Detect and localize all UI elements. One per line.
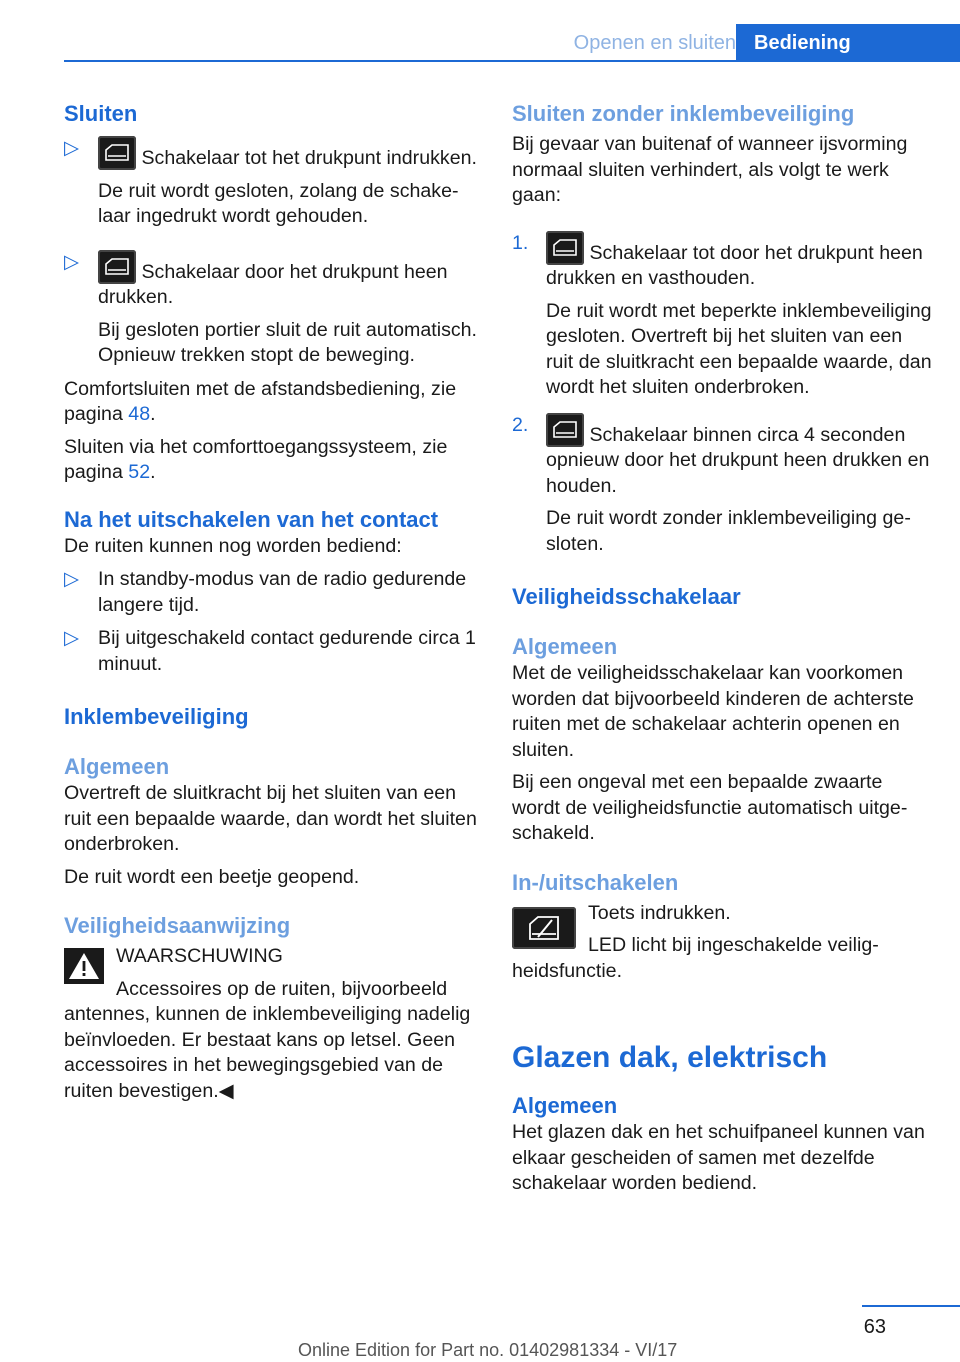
subheading-algemeen: Algemeen	[64, 754, 170, 779]
paragraph: Het glazen dak en het schuifpaneel kunnen van elkaar gescheiden of samen met dezelfde schakelaar worden bediend.	[512, 1121, 925, 1194]
heading-glazen-dak: Glazen dak, elektrisch	[512, 1041, 828, 1074]
item-text: Schakelaar door het drukpunt heen drukken.	[98, 260, 448, 308]
heading-veiligheidsschakelaar: Veiligheidsschakelaar	[512, 584, 741, 609]
list-item	[512, 413, 932, 558]
subheading-veiligheidsaanwijzing: Veiligheidsaanwijzing	[64, 913, 291, 938]
item-text: In standby-modus van de radio gedurende langere tijd.	[98, 568, 467, 616]
heading-sluiten: Sluiten	[64, 101, 138, 126]
list-item	[64, 250, 480, 369]
subheading-algemeen: Algemeen	[512, 1093, 618, 1118]
page-link-52[interactable]: 52	[128, 461, 151, 483]
item-subtext: De ruit wordt gesloten, zolang de schakelaar ingedrukt wordt gehouden.	[98, 179, 459, 227]
left-column	[64, 100, 480, 1104]
paragraph: Sluiten via het comforttoegangssysteem, zie pagina 52.	[64, 435, 448, 483]
paragraph: Met de veiligheidsschakelaar kan voorkomen worden dat bijvoorbeeld kinderen de achterste ruiten met de schakelaar achterin openen en sluiten.	[512, 662, 914, 761]
warning-title: WAARSCHUWING	[116, 945, 283, 967]
window-switch-icon	[546, 231, 584, 265]
list-item	[512, 231, 932, 401]
paragraph-text: Comfortsluiten met de afstandsbediening, zie pagina	[64, 377, 457, 425]
paragraph: De ruiten kunnen nog worden bediend:	[64, 534, 402, 557]
item-subtext: De ruit wordt zonder inklembeveiliging gesloten.	[546, 507, 911, 555]
item-subtext: De ruit wordt met beperkte inklembeveiliging gesloten. Overtreft bij het sluiten van een ruit de sluitkracht een bepaalde waarde, dan wordt het sluiten onderbroken.	[546, 299, 932, 398]
footer-rule	[862, 1305, 960, 1307]
step-number: 2.	[512, 413, 529, 436]
header-section-title: Openen en sluiten	[573, 32, 736, 54]
item-text: Bij uitgeschakeld contact gedurende circa 1 minuut.	[98, 627, 476, 675]
subheading-algemeen: Algemeen	[512, 634, 618, 659]
page-number: 63	[863, 1316, 886, 1338]
footer-edition: Online Edition for Part no. 01402981334 - VI/17	[298, 1340, 678, 1360]
paragraph: Bij een ongeval met een bepaalde zwaarte wordt de veiligheidsfunctie automatisch uitgeschakeld.	[512, 771, 908, 844]
paragraph: Comfortsluiten met de afstandsbediening, zie pagina 48.	[64, 377, 457, 425]
window-switch-icon	[98, 136, 136, 170]
window-switch-icon	[98, 250, 136, 284]
warning-block	[64, 944, 480, 1104]
page-link-48[interactable]: 48	[128, 403, 151, 425]
paragraph: Overtreft de sluitkracht bij het sluiten van een ruit een bepaalde waarde, dan wordt het sluiten onderbroken.	[64, 782, 477, 855]
header-rule	[64, 60, 960, 62]
list-item	[64, 567, 480, 618]
heading-inklembeveiliging: Inklembeveiliging	[64, 704, 249, 729]
heading-sluiten-zonder: Sluiten zonder inklembeveiliging	[512, 101, 855, 126]
bullet-icon: ▷	[64, 137, 80, 159]
step-number: 1.	[512, 231, 529, 254]
item-subtext: Bij gesloten portier sluit de ruit automatisch. Opnieuw trekken stopt de beweging.	[98, 318, 477, 366]
list-item	[64, 626, 480, 677]
in-uitschakelen-block	[512, 901, 932, 985]
subheading-in-uitschakelen: In-/uitschakelen	[512, 869, 679, 895]
child-lock-switch-icon	[512, 907, 576, 949]
paragraph: Toets indrukken.	[588, 901, 731, 924]
heading-na-contact: Na het uitschakelen van het contact	[64, 506, 439, 532]
item-text: Schakelaar tot het drukpunt indrukken.	[141, 147, 477, 169]
warning-text: Accessoires op de ruiten, bijvoorbeeld antennes, kunnen de inklembeveiliging nadelig beïnvloeden. Er bestaat kans op letsel. Geen accessoires in het bewegingsgebied van de ruiten bevestigen.◀	[64, 977, 471, 1102]
paragraph: De ruit wordt een beetje geopend.	[64, 865, 360, 888]
bullet-icon: ▷	[64, 627, 80, 649]
item-text: Schakelaar binnen circa 4 seconden opnieuw door het drukpunt heen drukken en houden.	[546, 423, 930, 497]
paragraph: LED licht bij ingeschakelde veiligheidsfunctie.	[512, 934, 879, 982]
paragraph-text: Sluiten via het comforttoegangssysteem, zie pagina	[64, 435, 448, 483]
header-chapter-tab: Bediening	[736, 24, 960, 62]
right-column	[512, 100, 932, 1197]
warning-triangle-icon	[64, 948, 104, 984]
list-item	[64, 136, 480, 230]
bullet-icon: ▷	[64, 250, 80, 273]
bullet-icon: ▷	[64, 568, 80, 590]
item-text: Schakelaar tot door het drukpunt heen drukken en vasthouden.	[546, 241, 923, 289]
window-switch-icon	[546, 413, 584, 447]
paragraph: Bij gevaar van buitenaf of wanneer ijsvorming normaal sluiten verhindert, als volgt te werk gaan:	[512, 133, 908, 206]
